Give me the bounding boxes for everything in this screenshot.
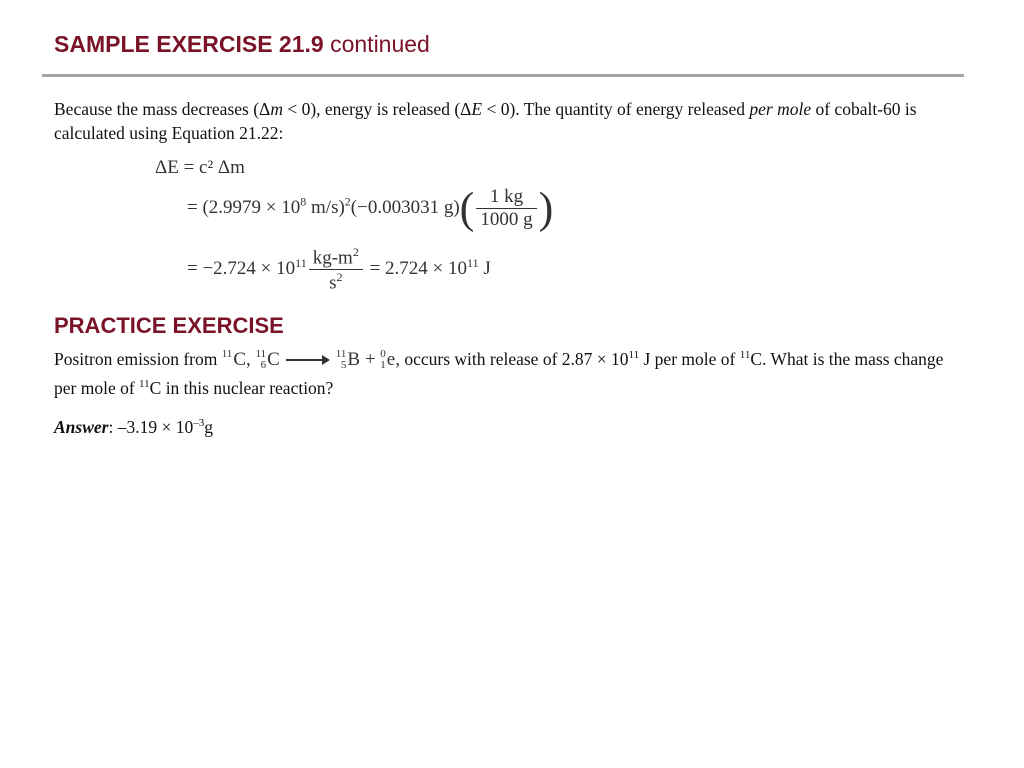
plus-sign: + [364,348,376,370]
unit-den-text: s [329,272,337,294]
unit-denominator [309,270,363,294]
p2-mass: 0 [380,348,386,361]
per-mole-emphasis: per mole [749,99,812,119]
eq2-mass-change: (−0.003031 g) [350,196,460,218]
r2-iso [256,349,267,371]
p1-z: 5 [340,359,347,372]
answer-exponent: –3 [193,417,205,430]
intro-text-1: Because the mass decreases ( [54,99,260,119]
unit-den-exp: 2 [336,270,343,285]
unit-num-text: kg-m [312,247,353,269]
c11-mass-2: 11 [139,377,150,390]
eq2-units: m/s) [306,196,345,218]
eq3-result-exponent: 11 [467,255,479,270]
r1-mass: 11 [221,348,233,361]
p1-iso [336,349,347,371]
answer-unit: g [204,417,213,437]
r1-iso [222,349,233,371]
nuclear-reaction [222,349,400,370]
fraction-denominator: 1000 g [480,209,533,230]
left-paren: ( [459,183,475,233]
c11-mass-1: 11 [739,349,751,361]
unit-numerator [309,245,363,270]
fraction-numerator: 1 kg [476,186,536,209]
intro-text-3: < 0). The quantity of energy released [482,99,750,119]
equation-line-1 [155,157,245,179]
energy-symbol: E [471,99,483,119]
p1-symbol: B [347,348,361,370]
r1-symbol: C, [233,348,251,370]
r2-symbol: C [267,348,280,370]
practice-exercise-title: PRACTICE EXERCISE [54,313,284,338]
mass-symbol: m [270,99,283,119]
practice-text-3: C. What is the mass change per mole of [54,348,944,398]
r2-z: 6 [260,359,267,372]
eq3-unit: J [478,258,491,280]
eq3-equals: = [187,258,198,280]
delta-symbol: Δ [460,99,472,119]
title-continued: continued [323,31,430,57]
eq1-lhs: ΔE [155,157,179,178]
unit-num-exp: 2 [352,245,359,259]
answer-line [54,417,213,438]
p1-mass: 11 [335,348,347,361]
practice-text-2: J per mole of [639,348,740,369]
right-paren: ) [538,183,554,233]
practice-exponent: 11 [628,349,640,361]
equation-line-3 [187,245,491,295]
practice-text-1: occurs with release of 2.87 × 10 [399,348,629,369]
eq2-square: 2 [344,194,351,209]
practice-paragraph [54,343,954,400]
p2-iso [380,349,386,371]
answer-value: : –3.19 × 10 [108,417,194,437]
intro-text-2: < 0), energy is released ( [282,99,461,119]
eq3-value: −2.724 × 10 [202,258,296,280]
r2-mass: 11 [255,348,267,361]
page-title [54,31,430,58]
equation-line-2 [187,183,554,233]
eq3-result: = 2.724 × 10 [364,258,468,280]
conversion-fraction [476,186,536,231]
practice-text-4: C in this nuclear reaction? [149,377,334,398]
unit-fraction [309,245,363,295]
reaction-arrow-icon [286,355,330,365]
p2-z: 1 [380,359,386,372]
answer-label: Answer [54,417,109,437]
eq2-exponent: 8 [300,194,307,209]
practice-lead: Positron emission from [54,348,222,369]
eq3-exponent: 11 [295,255,307,270]
eq2-equals: = [187,196,198,218]
eq2-speed: (2.9979 × 10 [202,196,301,218]
title-bold: SAMPLE EXERCISE 21.9 [54,31,324,57]
title-divider [42,74,964,77]
eq1-rhs: = c² Δm [183,157,245,178]
intro-paragraph [54,97,954,145]
delta-symbol: Δ [259,99,271,119]
p2-symbol: e, [386,348,400,370]
intro-text-4: of cobalt-60 is calculated using Equation 21.22: [54,99,917,143]
